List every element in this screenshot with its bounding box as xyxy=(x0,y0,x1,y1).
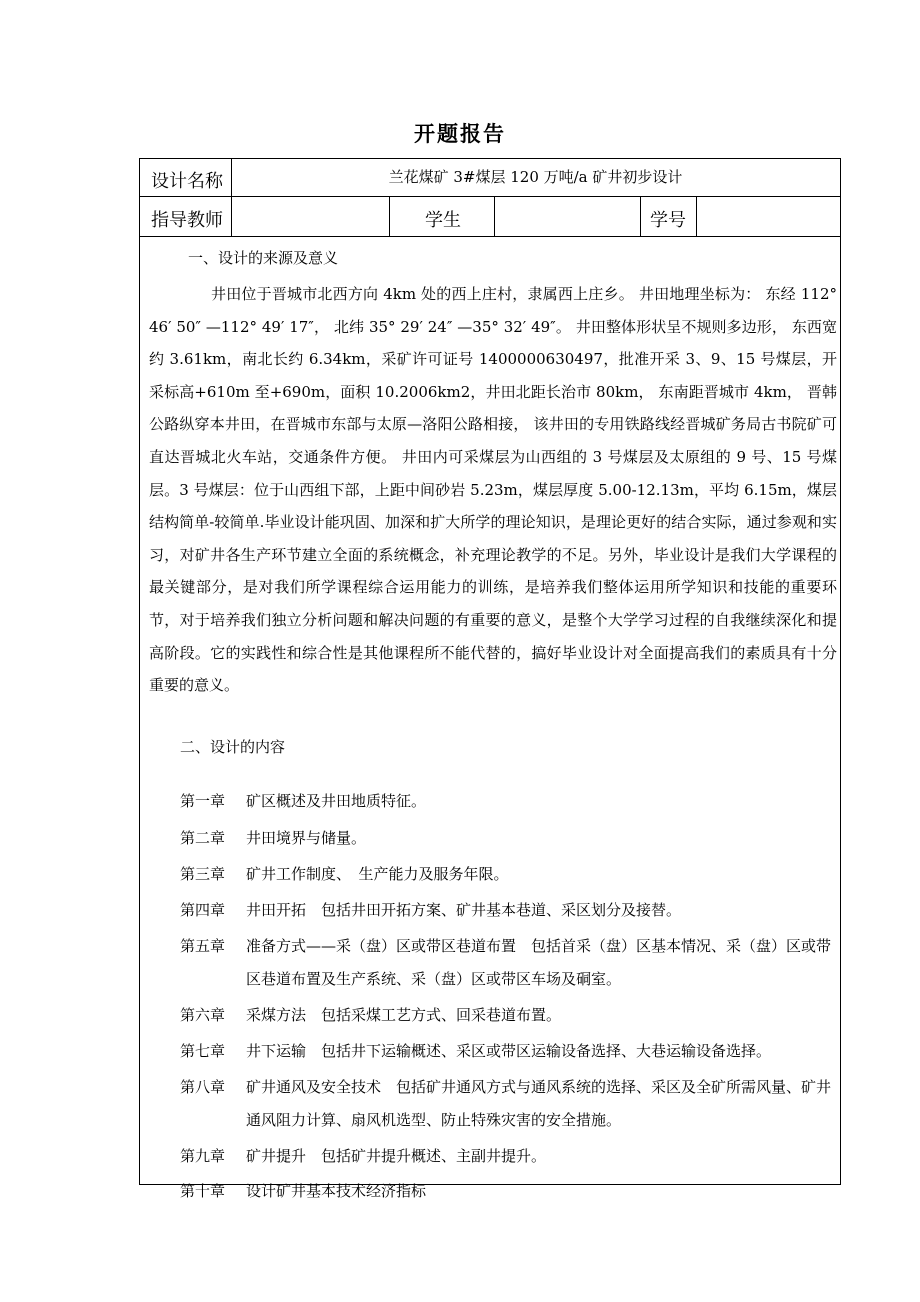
chapter-number: 第五章 xyxy=(180,937,226,955)
chapter-number: 第一章 xyxy=(180,792,226,810)
chapter-number: 第六章 xyxy=(180,1006,226,1024)
design-name-label: 设计名称 xyxy=(151,171,223,192)
chapter-item xyxy=(180,822,836,855)
chapter-number: 第七章 xyxy=(180,1042,226,1060)
chapter-text: 矿井提升 包括矿井提升概述、主副井提升。 xyxy=(246,1147,547,1165)
row-divider xyxy=(140,196,840,197)
column-divider xyxy=(696,196,697,236)
chapter-item xyxy=(180,1035,836,1068)
chapter-text: 井下运输 包括井下运输概述、采区或带区运输设备选择、大巷运输设备选择。 xyxy=(246,1042,772,1060)
chapter-number: 第十章 xyxy=(180,1182,226,1200)
column-divider xyxy=(640,196,641,236)
chapter-text: 矿井通风及安全技术 包括矿井通风方式与通风系统的选择、采区及全矿所需风量、矿井通风阻力计算、扇风机选型、防止特殊灾害的安全措施。 xyxy=(246,1078,832,1129)
chapter-item xyxy=(180,785,836,818)
chapter-number: 第二章 xyxy=(180,829,226,847)
content-cell xyxy=(140,236,840,1200)
chapter-item xyxy=(180,1140,836,1173)
chapter-item xyxy=(180,858,836,891)
chapter-text: 采煤方法 包括采煤工艺方式、回采巷道布置。 xyxy=(246,1006,562,1024)
column-divider xyxy=(389,196,390,236)
chapter-item xyxy=(180,999,836,1032)
chapter-text: 井田境界与储量。 xyxy=(246,829,367,847)
proposal-table xyxy=(139,158,841,1200)
chapter-number: 第九章 xyxy=(180,1147,226,1165)
chapter-text: 矿区概述及井田地质特征。 xyxy=(246,792,427,810)
student-id-label: 学号 xyxy=(650,210,686,231)
chapter-item xyxy=(180,1175,836,1208)
column-divider xyxy=(494,196,495,236)
chapter-item xyxy=(180,930,836,995)
chapter-item xyxy=(180,894,836,927)
section2-heading: 二、设计的内容 xyxy=(180,738,286,756)
chapter-number: 第三章 xyxy=(180,865,226,883)
chapter-text: 准备方式——采（盘）区或带区巷道布置 包括首采（盘）区基本情况、采（盘）区或带区巷道布置及生产系统、采（盘）区或带区车场及硐室。 xyxy=(246,937,832,988)
page-title: 开题报告 xyxy=(414,122,506,146)
design-name-value: 兰花煤矿 3#煤层 120 万吨/a 矿井初步设计 xyxy=(388,168,683,186)
chapter-text: 井田开拓 包括井田开拓方案、矿井基本巷道、采区划分及接替。 xyxy=(246,901,682,919)
chapter-text: 矿井工作制度、 生产能力及服务年限。 xyxy=(246,865,509,883)
section1-paragraph: 井田位于晋城市北西方向 4km 处的西上庄村，隶属西上庄乡。 井田地理坐标为： 东经 112° 46′ 50″ —112° 49′ 17″， 北纬 35° 29′ 24″ —35° 32′ 49″。 井田整体形状呈不规则多边形， 东西宽约 3.61km，南北长约 6.34km，采矿许可证号 1400000630497，批准开采 3、9、15 号煤层，开采标高+610m 至+690m，面积 10.2006km2，井田北距长治市 80km， 东南距晋城市 4km， 晋韩公路纵穿本井田，在晋城市东部与太原—洛阳公路相接， 该井田的专用铁路线经晋城矿务局古书院矿可直达晋城北火车站，交通条件方便。 井田内可采煤层为山西组的 3 号煤层及太原组的 9 号、15 号煤层。3 号煤层：位于山西组下部，上距中间砂岩 5.23m，煤层厚度 5.00-12.13m，平均 6.15m，煤层结构简单-较简单.毕业设计能巩固、加深和扩大所学的理论知识，是理论更好的结合实际，通过参观和实习，对矿井各生产环节建立全面的系统概念，补充理论教学的不足。另外，毕业设计是我们大学课程的最关键部分，是对我们所学课程综合运用能力的训练，是培养我们整体运用所学知识和技能的重要环节，对于培养我们独立分析问题和解决问题的有重要的意义，是整个大学学习过程的自我继续深化和提高阶段。它的实践性和综合性是其他课程所不能代替的，搞好毕业设计对全面提高我们的素质具有十分重要的意义。 xyxy=(149,285,837,695)
student-label: 学生 xyxy=(425,210,461,231)
chapter-item xyxy=(180,1071,836,1136)
chapter-number: 第四章 xyxy=(180,901,226,919)
advisor-label: 指导教师 xyxy=(151,210,223,231)
chapter-text: 设计矿井基本技术经济指标 xyxy=(246,1182,427,1200)
section1-heading: 一、设计的来源及意义 xyxy=(188,249,339,267)
chapter-number: 第八章 xyxy=(180,1078,226,1096)
